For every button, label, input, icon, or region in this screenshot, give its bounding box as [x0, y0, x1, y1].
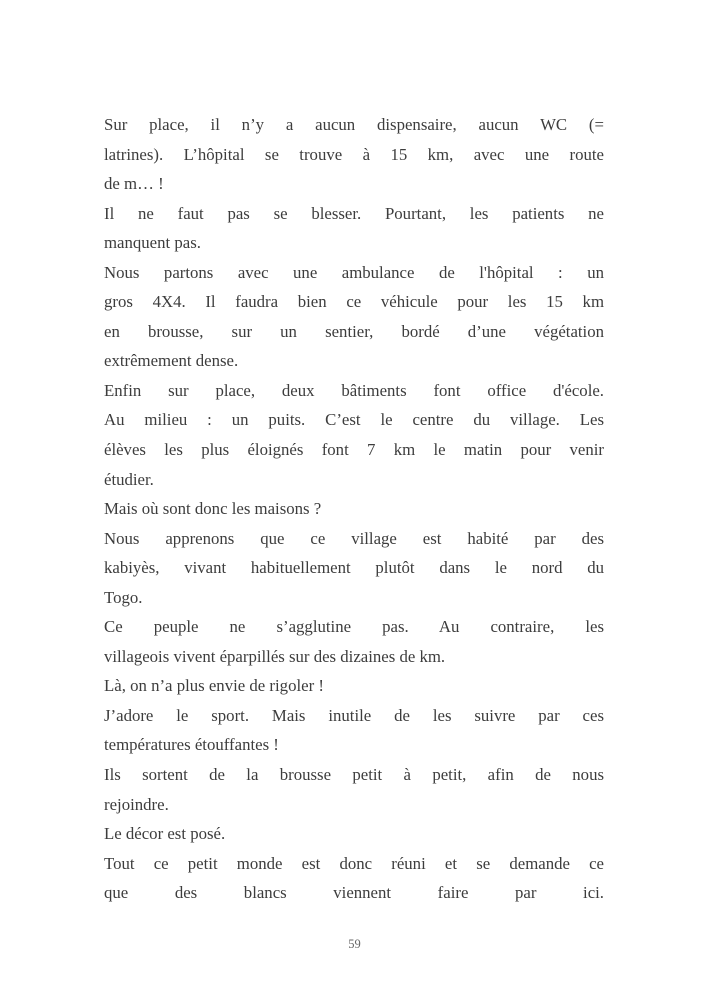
text-line: Ce peuple ne s’agglutine pas. Au contraire, les	[104, 617, 604, 637]
text-line: Sur place, il n’y a aucun dispensaire, aucun WC (=	[104, 115, 604, 134]
text-line: rejoindre.	[104, 794, 169, 814]
text-line: élèves les plus éloignés font 7 km le matin pour venir	[104, 440, 604, 460]
page-number: 59	[348, 937, 361, 951]
paragraph	[104, 849, 604, 908]
paragraph	[104, 671, 604, 701]
text-line: Le décor est posé.	[104, 824, 226, 844]
text-line: Enfin sur place, deux bâtiments font office d'école.	[104, 380, 604, 400]
text-line: manquent pas.	[104, 233, 201, 253]
text-line: que des blancs viennent faire par ici.	[104, 883, 604, 903]
text-line: Ils sortent de la brousse petit à petit, afin de nous	[104, 765, 604, 785]
paragraph	[104, 258, 604, 376]
text-line: températures étouffantes !	[104, 735, 279, 755]
text-line: Mais où sont donc les maisons ?	[104, 499, 322, 519]
paragraph	[104, 494, 604, 524]
text-line: extrêmement dense.	[104, 351, 239, 371]
text-line: Là, on n’a plus envie de rigoler !	[104, 676, 324, 696]
text-line: latrines). L’hôpital se trouve à 15 km, avec une route	[104, 144, 604, 164]
text-line: en brousse, sur un sentier, bordé d’une végétation	[104, 321, 604, 341]
paragraph	[104, 110, 604, 199]
text-line: villageois vivent éparpillés sur des dizaines de km.	[104, 646, 446, 666]
paragraph	[104, 760, 604, 819]
text-line: Togo.	[104, 587, 143, 607]
body-text	[104, 110, 604, 908]
text-line: Il ne faut pas se blesser. Pourtant, les patients ne	[104, 203, 604, 223]
text-line: kabiyès, vivant habituellement plutôt dans le nord du	[104, 558, 604, 578]
text-line: Nous partons avec une ambulance de l'hôpital : un	[104, 262, 604, 282]
paragraph	[104, 199, 604, 258]
text-line: Nous apprenons que ce village est habité par des	[104, 528, 604, 548]
paragraph	[104, 376, 604, 494]
text-line: Tout ce petit monde est donc réuni et se demande ce	[104, 853, 604, 873]
text-line: de m… !	[104, 174, 164, 194]
text-line: étudier.	[104, 469, 154, 489]
paragraph	[104, 612, 604, 671]
paragraph	[104, 701, 604, 760]
text-line: gros 4X4. Il faudra bien ce véhicule pour les 15 km	[104, 292, 604, 312]
paragraph	[104, 819, 604, 849]
text-line: J’adore le sport. Mais inutile de les suivre par ces	[104, 705, 604, 725]
text-line: Au milieu : un puits. C’est le centre du village. Les	[104, 410, 604, 430]
paragraph	[104, 524, 604, 613]
